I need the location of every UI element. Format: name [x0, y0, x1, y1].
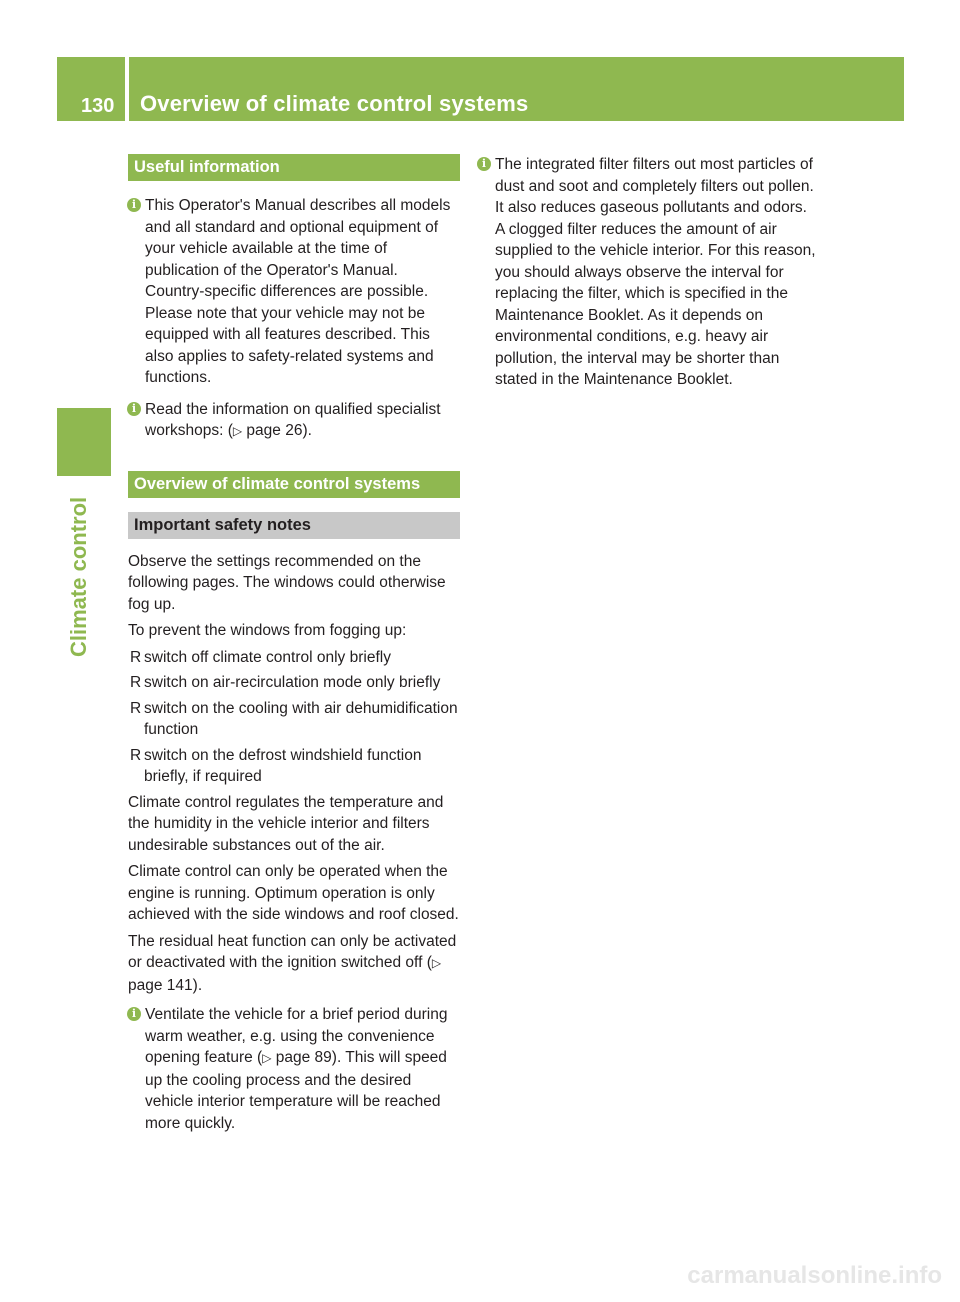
list-item	[128, 745, 460, 788]
triangle-right-icon: ▷	[232, 424, 243, 438]
info-note-4-text: The integrated filter filters out most particles of dust and soot and completely filters out pollen. It also reduces gaseous pollutants and odors. A clogged filter reduces the amount of air supplied to the vehicle interior. For this reason, you should always observe the interval for replacing the filter, which is specified in the Maintenance Booklet. As it depends on environmental conditions, e.g. heavy air pollution, the interval may be shorter than stated in the Maintenance Booklet.	[495, 156, 816, 388]
page-26-link[interactable]: page 26	[246, 422, 303, 439]
info-note-3	[128, 1004, 460, 1134]
list-item-text: switch on the defrost windshield function briefly, if required	[144, 746, 422, 785]
info-note-3-end: ). This will speed up the cooling process and the desired vehicle interior temperature will be reached more quickly.	[145, 1049, 447, 1132]
watermark: carmanualsonline.info	[687, 1262, 942, 1289]
bullet-marker: R	[130, 699, 142, 717]
triangle-right-icon: ▷	[262, 1051, 272, 1065]
paragraph-observe: Observe the settings recommended on the following pages. The windows could otherwise fog up.	[128, 552, 446, 613]
list-item-text: switch on the cooling with air dehumidification function	[144, 699, 458, 738]
page-141-link[interactable]: page 141	[128, 976, 193, 994]
info-icon: i	[127, 1007, 141, 1021]
info-icon: i	[127, 402, 141, 416]
info-note-3-text: Ventilate the vehicle for a brief period during warm weather, e.g. using the convenience opening feature (	[145, 1006, 448, 1066]
info-note-4	[478, 154, 818, 391]
right-column	[478, 154, 818, 401]
paragraph-residual-heat	[128, 931, 460, 997]
info-note-2	[128, 399, 460, 443]
left-column	[128, 154, 460, 1144]
info-note-1	[128, 195, 460, 389]
paragraph-prevent: To prevent the windows from fogging up:	[128, 622, 407, 639]
header-separator	[125, 57, 129, 121]
list-item	[128, 647, 460, 669]
list-item-text: switch off climate control only briefly	[144, 648, 391, 666]
safety-notes-heading	[128, 512, 460, 539]
useful-information-heading	[128, 154, 460, 181]
info-icon: i	[127, 198, 141, 212]
bullet-marker: R	[130, 746, 142, 764]
safety-notes-heading-text: Important safety notes	[134, 515, 311, 534]
list-item	[128, 698, 460, 741]
info-note-2-end: ).	[302, 422, 312, 439]
paragraph-regulates: Climate control regulates the temperature and the humidity in the vehicle interior and filters undesirable substances out of the air.	[128, 793, 444, 854]
side-tab-label: Climate control	[66, 496, 91, 657]
info-icon: i	[477, 157, 491, 171]
useful-information-heading-text: Useful information	[134, 158, 280, 176]
paragraph-residual-heat-end: ).	[192, 976, 203, 994]
page-89-link[interactable]: page 89	[275, 1049, 332, 1066]
paragraph-residual-heat-text: The residual heat function can only be activated or deactivated with the ignition switched off (	[128, 932, 457, 971]
info-note-1-text: This Operator's Manual describes all models and all standard and optional equipment of your vehicle available at the time of publication of the Operator's Manual. Country-specific differences are possible. Please note that your vehicle may not be equipped with all features described. This also applies to safety-related systems and functions.	[145, 197, 451, 386]
overview-heading-text: Overview of climate control systems	[134, 474, 421, 493]
paragraph-operated: Climate control can only be operated when the engine is running. Optimum operation is only achieved with the side windows and roof closed.	[128, 863, 459, 923]
list-item-text: switch on air-recirculation mode only briefly	[144, 674, 441, 691]
bullet-marker: R	[130, 674, 142, 691]
triangle-right-icon: ▷	[431, 956, 442, 970]
list-item	[128, 672, 460, 694]
bullet-marker: R	[130, 648, 142, 666]
overview-heading	[128, 471, 460, 498]
page-number: 130	[81, 95, 115, 117]
info-note-2-text: Read the information on qualified specialist workshops: (	[145, 400, 441, 439]
page-title: Overview of climate control systems	[140, 91, 529, 116]
